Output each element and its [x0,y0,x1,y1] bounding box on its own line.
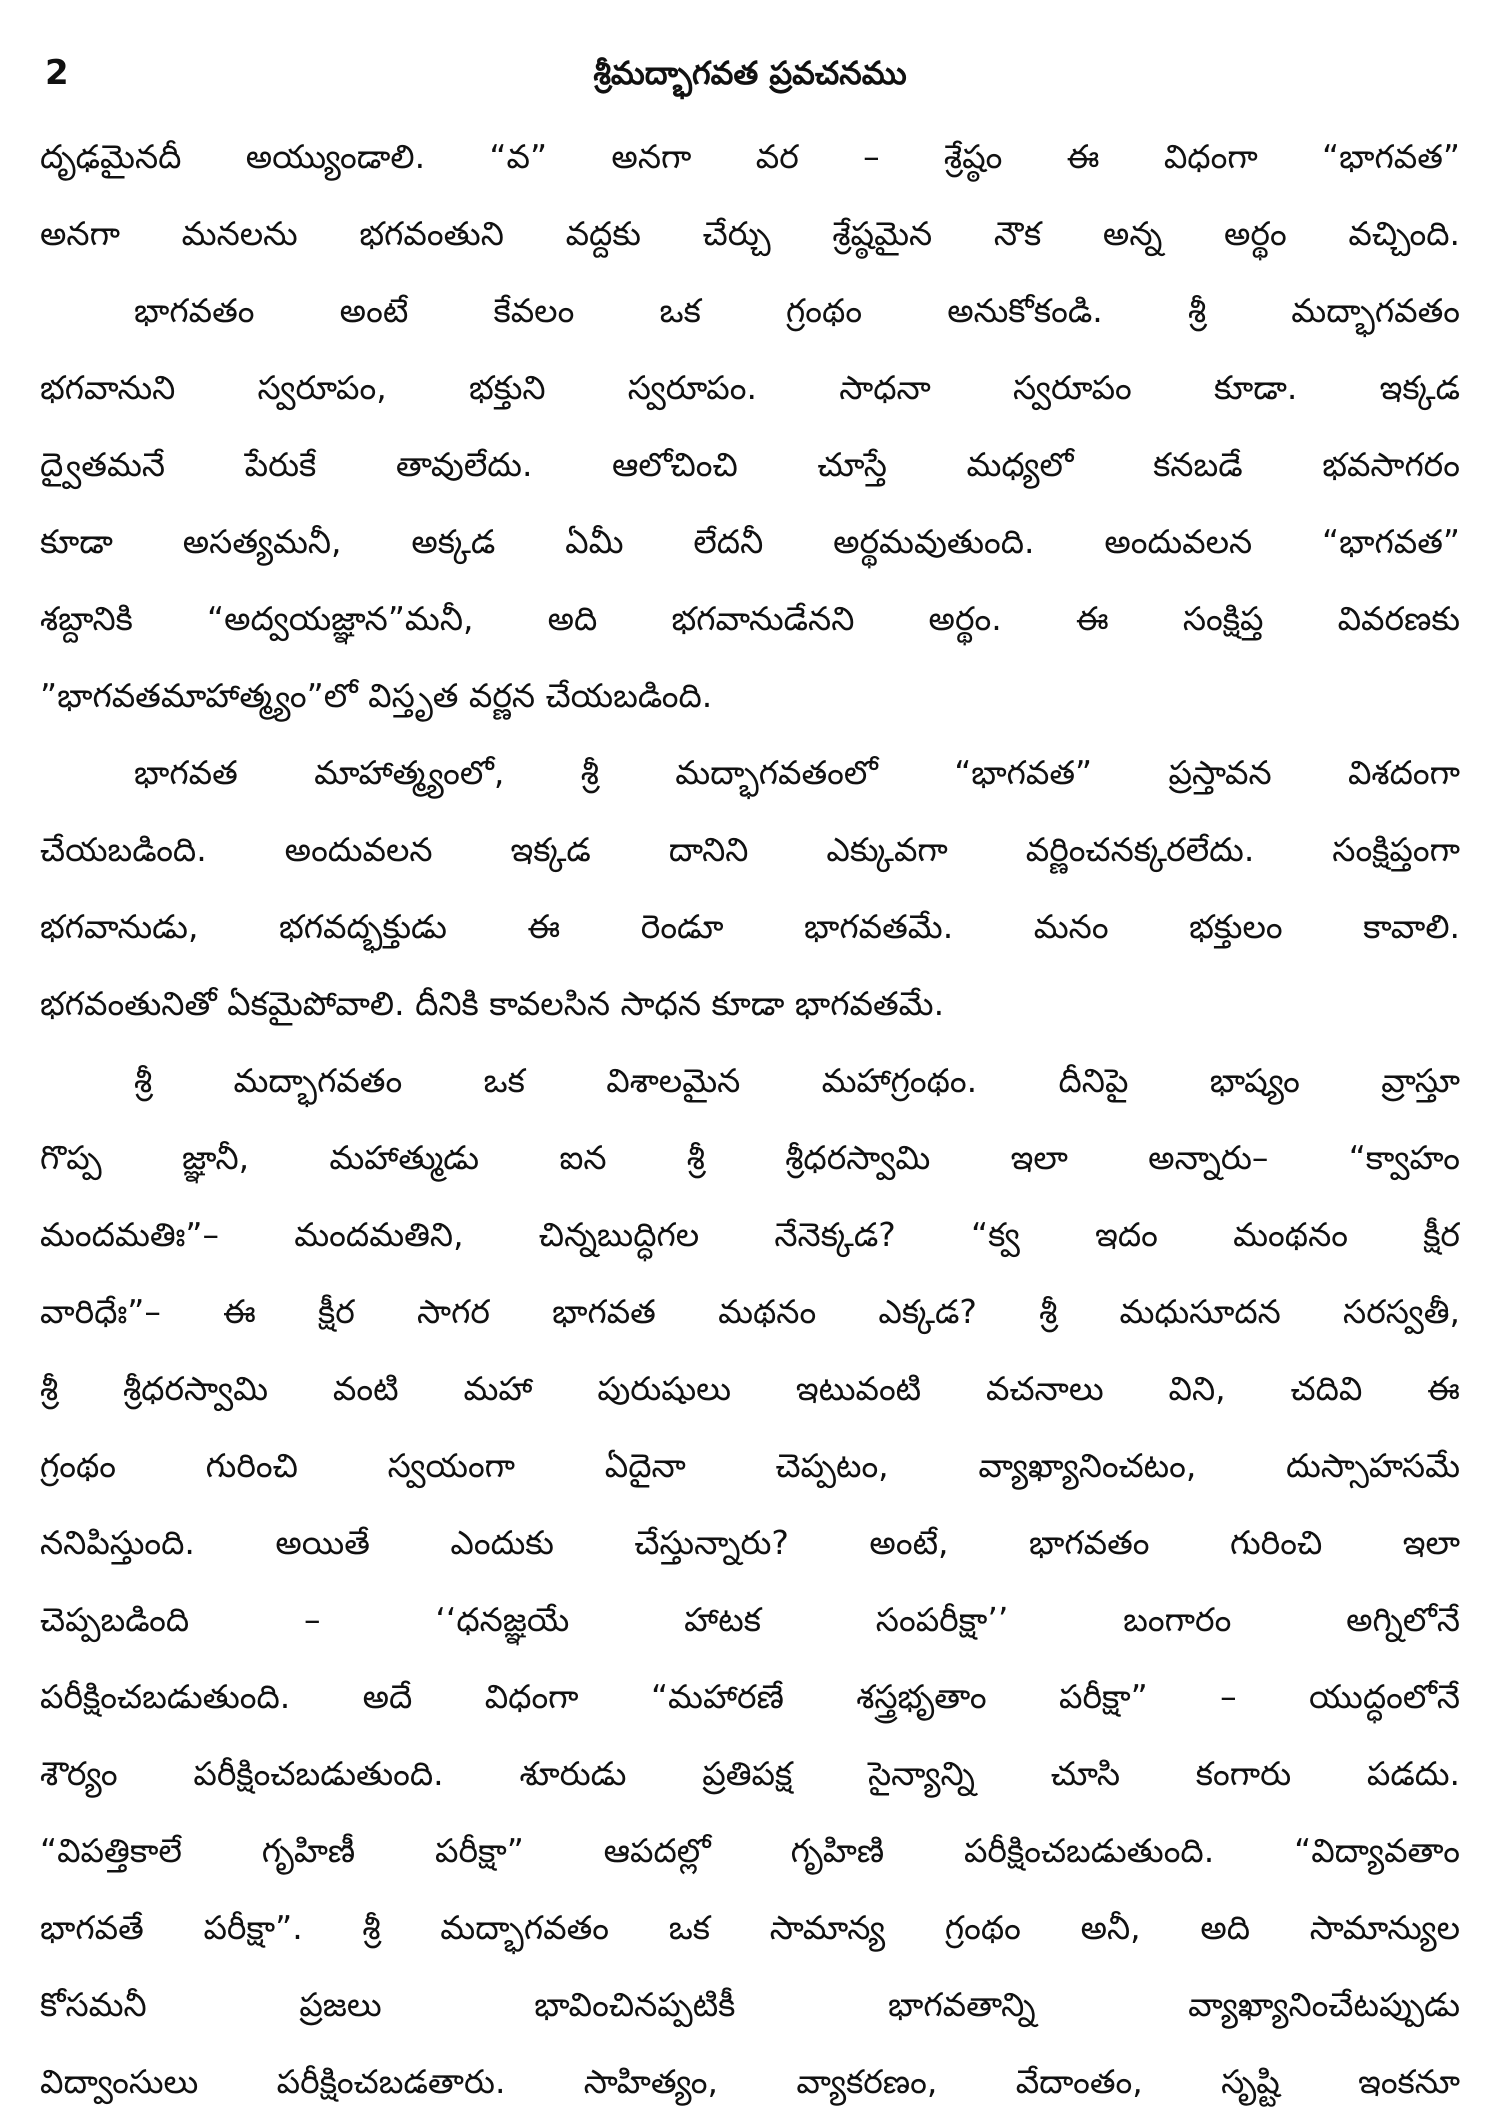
running-title: శ్రీమద్భాగవత ప్రవచనము [593,54,907,92]
page-number: 2 [45,53,69,93]
paragraph-start-line: భాగవతం అంటే కేవలం ఒక గ్రంథం అనుకోకండి. శ్రీ మద్భాగవతం [134,291,1460,330]
text-line: గ్రంథం గురించి స్వయంగా ఏదైనా చెప్పటం, వ్యాఖ్యానించటం, దుస్సాహసమే [40,1446,1460,1485]
text-line: చెప్పబడింది – ‘‘ధనజ్ఞయే హాటక సంపరీక్షా’’ బంగారం అగ్నిలోనే [40,1600,1460,1639]
text-line: మందమతిః”– మందమతిని, చిన్నబుద్ధిగల నేనెక్కడ? “క్వ ఇదం మంథనం క్షీర [40,1215,1460,1254]
text-line: పరీక్షించబడుతుంది. అదే విధంగా “మహారణే శస్త్రభృతాం పరీక్షా” – యుద్ధంలోనే [40,1677,1460,1716]
text-line: ద్వైతమనే పేరుకే తావులేదు. ఆలోచించి చూస్తే మధ్యలో కనబడే భవసాగరం [40,445,1460,484]
paragraph-start-line: భాగవత మాహాత్మ్యంలో, శ్రీ మద్భాగవతంలో “భాగవత” ప్రస్తావన విశదంగా [134,753,1460,792]
text-line: శౌర్యం పరీక్షించబడుతుంది. శూరుడు ప్రతిపక్ష సైన్యాన్ని చూసి కంగారు పడదు. [40,1754,1460,1793]
text-line: “విపత్తికాలే గృహిణీ పరీక్షా” ఆపదల్లో గృహిణి పరీక్షించబడుతుంది. “విద్యావతాం [40,1831,1460,1870]
text-line: గొప్ప జ్ఞానీ, మహాత్ముడు ఐన శ్రీ శ్రీధరస్వామి ఇలా అన్నారు– “క్వాహం [40,1138,1460,1177]
paragraph-end-line: ”భాగవతమాహాత్మ్యం”లో విస్తృత వర్ణన చేయబడింది. [40,676,713,715]
text-line: చేయబడింది. అందువలన ఇక్కడ దానిని ఎక్కువగా వర్ణించనక్కరలేదు. సంక్షిప్తంగా [40,830,1460,869]
text-line: కోసమనీ ప్రజలు భావించినప్పటికీ భాగవతాన్ని వ్యాఖ్యానించేటప్పుడు [40,1985,1460,2024]
text-line: అనగా మనలను భగవంతుని వద్దకు చేర్చు శ్రేష్ఠమైన నౌక అన్న అర్థం వచ్చింది. [40,214,1460,253]
text-line: కూడా అసత్యమనీ, అక్కడ ఏమీ లేదనీ అర్థమవుతుంది. అందువలన “భాగవత” [40,522,1460,561]
paragraph-start-line: శ్రీ మద్భాగవతం ఒక విశాలమైన మహాగ్రంథం. దీనిపై భాష్యం వ్రాస్తూ [134,1061,1460,1100]
text-line: భాగవతే పరీక్షా”. శ్రీ మద్భాగవతం ఒక సామాన్య గ్రంథం అనీ, అది సామాన్యుల [40,1908,1460,1947]
text-line: విద్వాంసులు పరీక్షించబడతారు. సాహిత్యం, వ్యాకరణం, వేదాంతం, సృష్టి ఇంకనూ [40,2062,1460,2101]
text-line: దృఢమైనదీ అయ్యుండాలి. “వ” అనగా వర – శ్రేష్ఠం ఈ విధంగా “భాగవత” [40,137,1460,176]
text-line: వారిధేః”– ఈ క్షీర సాగర భాగవత మథనం ఎక్కడ? శ్రీ మధుసూదన సరస్వతీ, [40,1292,1460,1331]
body-text [40,118,1460,2120]
paragraph-end-line: భగవంతునితో ఏకమైపోవాలి. దీనికి కావలసిన సాధన కూడా భాగవతమే. [40,984,945,1023]
text-line: శబ్దానికి “అద్వయజ్ఞాన”మనీ, అది భగవానుడేనని అర్థం. ఈ సంక్షిప్త వివరణకు [40,599,1460,638]
text-line: శ్రీ శ్రీధరస్వామి వంటి మహా పురుషులు ఇటువంటి వచనాలు విని, చదివి ఈ [40,1369,1460,1408]
text-line: భగవానుడు, భగవద్భక్తుడు ఈ రెండూ భాగవతమే. మనం భక్తులం కావాలి. [40,907,1460,946]
text-line: భగవానుని స్వరూపం, భక్తుని స్వరూపం. సాధనా స్వరూపం కూడా. ఇక్కడ [40,368,1460,407]
text-line: ననిపిస్తుంది. అయితే ఎందుకు చేస్తున్నారు? అంటే, భాగవతం గురించి ఇలా [40,1523,1460,1562]
